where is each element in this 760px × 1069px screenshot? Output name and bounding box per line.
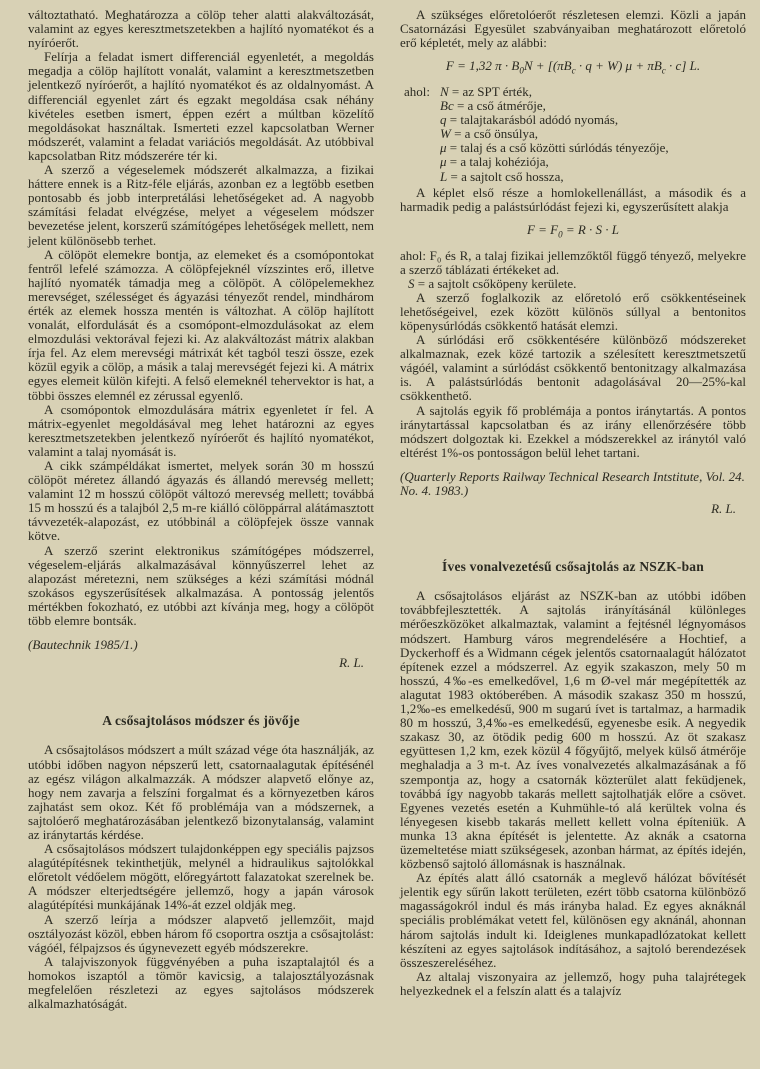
two-column-layout [28, 8, 746, 1011]
paragraph: A cikk számpéldákat ismertet, melyek során 30 m hosszú cölöpöt méretez állandó ágyazás és állandó merevség mellett; valamint 12 m hosszú cölöpöt változó merevség mellett; továbbá 15 m hosszú és a talajból 2,5 m-re kiálló cölöppárral alátámasztott távvezeték-alapozást, ez utóbbinál a cölöpfejek össze vannak kötve. [28, 458, 374, 544]
paragraph: változtatható. Meghatározza a cölöp teher alatti alakváltozását, valamint az egyes keresztmetszetekben a hajlító nyomatékot és a nyíróerőt. [28, 7, 374, 51]
variable-symbol: μ [440, 140, 447, 156]
variable-meaning: = a sajtolt csőköpeny kerülete. [417, 275, 577, 291]
paragraph: Az altalaj viszonyaira az jellemző, hogy puha talajrétegek helyezkednek el a felszín alatt és a talajvíz [400, 968, 746, 998]
formula-text: F = F [526, 221, 559, 237]
variable-symbol: N [440, 83, 449, 99]
journal-citation: (Quarterly Reports Railway Technical Research Intstitute, Vol. 24. No. 4. 1983.) [400, 468, 745, 498]
variable-symbol: L [440, 168, 448, 184]
variable-symbol: μ [440, 154, 447, 170]
author-initials: R. L. [711, 501, 736, 517]
paragraph: Az építés alatt álló csatornák a meglevő hálózat bővítését jelentik egy sűrűn lakott területen, ezért több csatorna különböző magasságokról indul és más irányba halad. Ez egyes aknáknál speciális problémákat vetett fel, különösen egy aknánál, ahonnan három sajtolás indult ki. Ideiglenes munkapadlózatokat kellett készíteni az egyes sajtolások indításához, a sajtoló berendezések összeszereléséhez. [400, 870, 746, 970]
variable-symbol: W [440, 126, 451, 142]
paragraph: A csősajtolásos eljárást az NSZK-ban az utóbbi időben továbbfejlesztették. A sajtolás irányításánál különleges mérőeszközöket alkalmaztak, valamint a fejtésnél légnyomásos módszert. Hamburg város megrendelésére a Hochtief, a Dyckerhoff és a Widmann cégek jelentős csatornaalagút hálózatot építenek ezzel a módszerrel. Az egyik szakaszon, mely 50 m hosszú, 4‰-es emelkedővel, 1,6 m Ø-vel már megépítették az alagutat 1983 októberében. A második szakasz 350 m hosszú, 1,2‰-es emelkedésű, 900 m sugarú ívet is tartalmaz, a harmadik 80 m hosszú, 3,4‰-es emelkedésű, egyenesbe esik. A negyedik szakasz 30, az ötödik pedig 600 m hosszú. Az öt szakasz együttesen 1,2 km, ezek közül 4 főgyűjtő, melyek külső átmérője meghaladja a 3 m-t. Az íves vonalvezetés alkalmazásának a fő szempontja az, hogy a csatornák közterület alatt feküdjenek, továbbá így nagyobb takarás mellett sajtolhatják előre a csövet. Egyenes vezetés esetén a Kuhmühle-tó alá kerültek volna és lényegesen kisebb takarás mellett kellett volna építeniük. A munka 13 akna építését is jelentette. Az aknák a csatorna üzemeltetése miatt szükségesek, azonban hármat, az építés idején, közbenső sajtoló állomásnak is használnak. [400, 588, 746, 872]
paragraph: A csősajtolásos módszert a múlt század vége óta használják, az utóbbi időben nagyon népszerű lett, csatornaalagutak építésénél az egész világon alkalmazzák. A módszer alapvető előnye az, hogy nem zavarja a felszíni forgalmat és a környezetben káros zajhatást sem okoz. Két fő problémája van a módszernek, a sajtolóerő meghatározásában jelentkező bizonytalanság, valamint az iránytartás kérdése. [28, 742, 374, 842]
formula-text: F = 1,32 π · B [445, 58, 520, 74]
formula-subscript: 0 [558, 229, 563, 240]
definition-line [404, 99, 746, 113]
paragraph: Felírja a feladat ismert differenciál egyenletét, a megoldás megadja a cölöp hajlított vonalát, valamint a keresztmetszetben jelentkező nyíróerőt, a hajlító nyomatékot és az oldalnyomást. A differenciál egyenlet zárt és egzakt megoldása csak néhány kivételes esetben ismert, éppen ezért a múltban közelítő megoldásokat használtak. Ismerteti ezzel kapcsolatban Werner módszerét, valamint a feladat variációs megoldását. Az utóbbival kapcsolatban Ritz módszerére tér ki. [28, 49, 374, 163]
paragraph: A szerző leírja a módszer alapvető jellemzőit, majd osztályozást közöl, ebben három fő csoportra osztja a csősajtolást: vágóél, félpajzsos és úgynevezett egyéb módszerekre. [28, 911, 374, 955]
paragraph: A cölöpöt elemekre bontja, az elemeket és a csomópontokat fentről lefelé számozza. A cölöpfejeknél vízszintes erő, illetve hajlító nyomaték támadja meg a cölöpöt. A cölöpelemekhez merevséget, szélességet és ágyazási tényezőt rendel, mindhárom érték az elemek hossza mentén is változhat. A cölöp hajlított vonalát, elfordulását és a csomópont-elmozdulásokat az elem elmozdulási vektorával fejezi ki. Az alakváltozást mátrix alakban írja fel. Az elem merevségi mátrixát két tagból teszi össze, ezek közül egyik a cölöp, a másik a talaj merevségét fejezi ki. A mátrix egyes elemeit külön kifejti. A felső elemeknél tehervektor is hat, a többi összes elemnél ez zérussal egyenlő. [28, 246, 374, 403]
formula-text: · c] L. [665, 58, 701, 74]
section-heading: Íves vonalvezetésű csősajtolás az NSZK-ban [442, 559, 704, 575]
paragraph: A szerző foglalkozik az előretoló erő csökkentéseinek lehetőségeivel, ezek között különös súllyal a bentonitos köpenysúrlódás csökkentő hatását elemzi. [400, 289, 746, 333]
definition-line [404, 113, 746, 127]
left-column [28, 8, 374, 1011]
paragraph: A szerző szerint elektronikus számítógépes módszerrel, végeselem-eljárás alkalmazásával könnyűszerrel lehet az alapozást méretezni, nem szükséges a kézi számítási módnál szokásos egyszerűsítések alkalmazása. A pontosság jelentős mértékben fokozható, ez utóbbi azt kívánja meg, hogy a cölöpöt több elemre bontsák. [28, 542, 374, 629]
definition-line [400, 277, 746, 291]
variable-symbol: q [440, 112, 447, 128]
variable-meaning: = talajtakarásból adódó nyomás, [449, 112, 619, 128]
formula-subscript: c [661, 65, 666, 76]
definition-line [404, 141, 746, 155]
definition-line [404, 85, 746, 99]
definition-line [404, 127, 746, 141]
definition-line [404, 155, 746, 169]
paragraph: A súrlódási erő csökkentésére különböző módszereket alkalmaznak, ezek közé tartozik a szélesített keresztmetszetű vágóél, valamint a súrlódást csökkentő bentonitzagy alkalmazása is. A palástsúrlódás bentonit adagolásával 20—25%-kal csökkenthető. [400, 332, 746, 404]
journal-citation: (Bautechnik 1985/1.) [28, 637, 138, 653]
formula-simplified [400, 223, 746, 242]
formula-subscript: c [571, 65, 576, 76]
formula-pressing-force [400, 59, 746, 78]
formula-text: · q + W) μ + πB [575, 58, 662, 74]
paragraph: A képlet első része a homlokellenállást, a második és a harmadik pedig a palástsúrlódást fejezi ki, egyszerűsített alakja [400, 184, 746, 214]
paragraph: A szerző a végeselemek módszerét alkalmazza, a fizikai háttere ennek is a Ritz-féle eljárás, azonban ez a legtöbb esetben pontosabb és jobb interpretálási lehetőségeket ad. A nagyobb számítási feladat elvégzése, melyet a végeselem módszer bevezetése jelent, korszerű számítógépes lehetőségek mellett, nem jelent különösebb terhet. [28, 162, 374, 248]
right-column [400, 8, 746, 1011]
formula-text: = R · S · L [562, 221, 620, 237]
formula-subscript: 0 [519, 65, 524, 76]
variable-meaning: = a cső átmérője, [456, 98, 546, 114]
paragraph: ahol: F₀ és R, a talaj fizikai jellemzőktől függő tényező, melyekre a szerző táblázati értékeket ad. [400, 247, 746, 277]
formula-text: N + [(πB [523, 58, 572, 74]
variable-meaning: = talaj és a cső közötti súrlódás tényezője, [449, 140, 669, 156]
definition-line [404, 170, 746, 184]
variable-definitions [404, 85, 746, 184]
paragraph: A talajviszonyok függvényében a puha iszaptalajtól és a homokos iszaptól a tömör kavicsig, a talajosztályozásnak megfelelően részletezi az egyes sajtolásos módszerek alkalmazhatóságát. [28, 953, 374, 1012]
paragraph: A csomópontok elmozdulására mátrix egyenletet ír fel. A mátrix-egyenlet megoldásával meg lehet határozni az egyes keresztmetszetekben jelentkező nyíróerőt és hajlító nyomatékot, valamint a talaj nyomását is. [28, 401, 374, 459]
variable-symbol: S [408, 275, 415, 291]
author-initials: R. L. [339, 655, 364, 671]
variable-symbol: Bc [440, 98, 454, 114]
paragraph: A szükséges előretolóerőt részletesen elemzi. Közli a japán Csatornázási Egyesület szabványaiban meghatározott előretoló erő képletét, mely az alábbi: [400, 7, 746, 51]
paragraph: A sajtolás egyik fő problémája a pontos iránytartás. A pontos iránytartással kapcsolatban és az irány ellenőrzésére több módszert dolgoztak ki. Ezekkel a módszerekkel az iránytól való eltérést 1%-os pontosságon belül lehet tartani. [400, 402, 746, 460]
variable-meaning: = a cső önsúlya, [454, 126, 538, 142]
paragraph: A csősajtolásos módszert tulajdonképpen egy speciális pajzsos alagútépítésnek tekinthetjük, melynél a hidraulikus sajtolókkal előretolt védőelem mögött, előregyártott falazatokat szerelnek be. A módszer elterjedtségére jellemző, hogy a japán városok alagútépítési munkájának 14%-át ezzel oldják meg. [28, 841, 374, 913]
variable-meaning: = a talaj kohéziója, [449, 154, 549, 170]
variable-meaning: = az SPT érték, [451, 83, 532, 99]
variable-meaning: = a sajtolt cső hossza, [450, 168, 564, 184]
where-prefix: ahol: [404, 83, 430, 99]
section-heading: A csősajtolásos módszer és jövője [102, 713, 300, 729]
